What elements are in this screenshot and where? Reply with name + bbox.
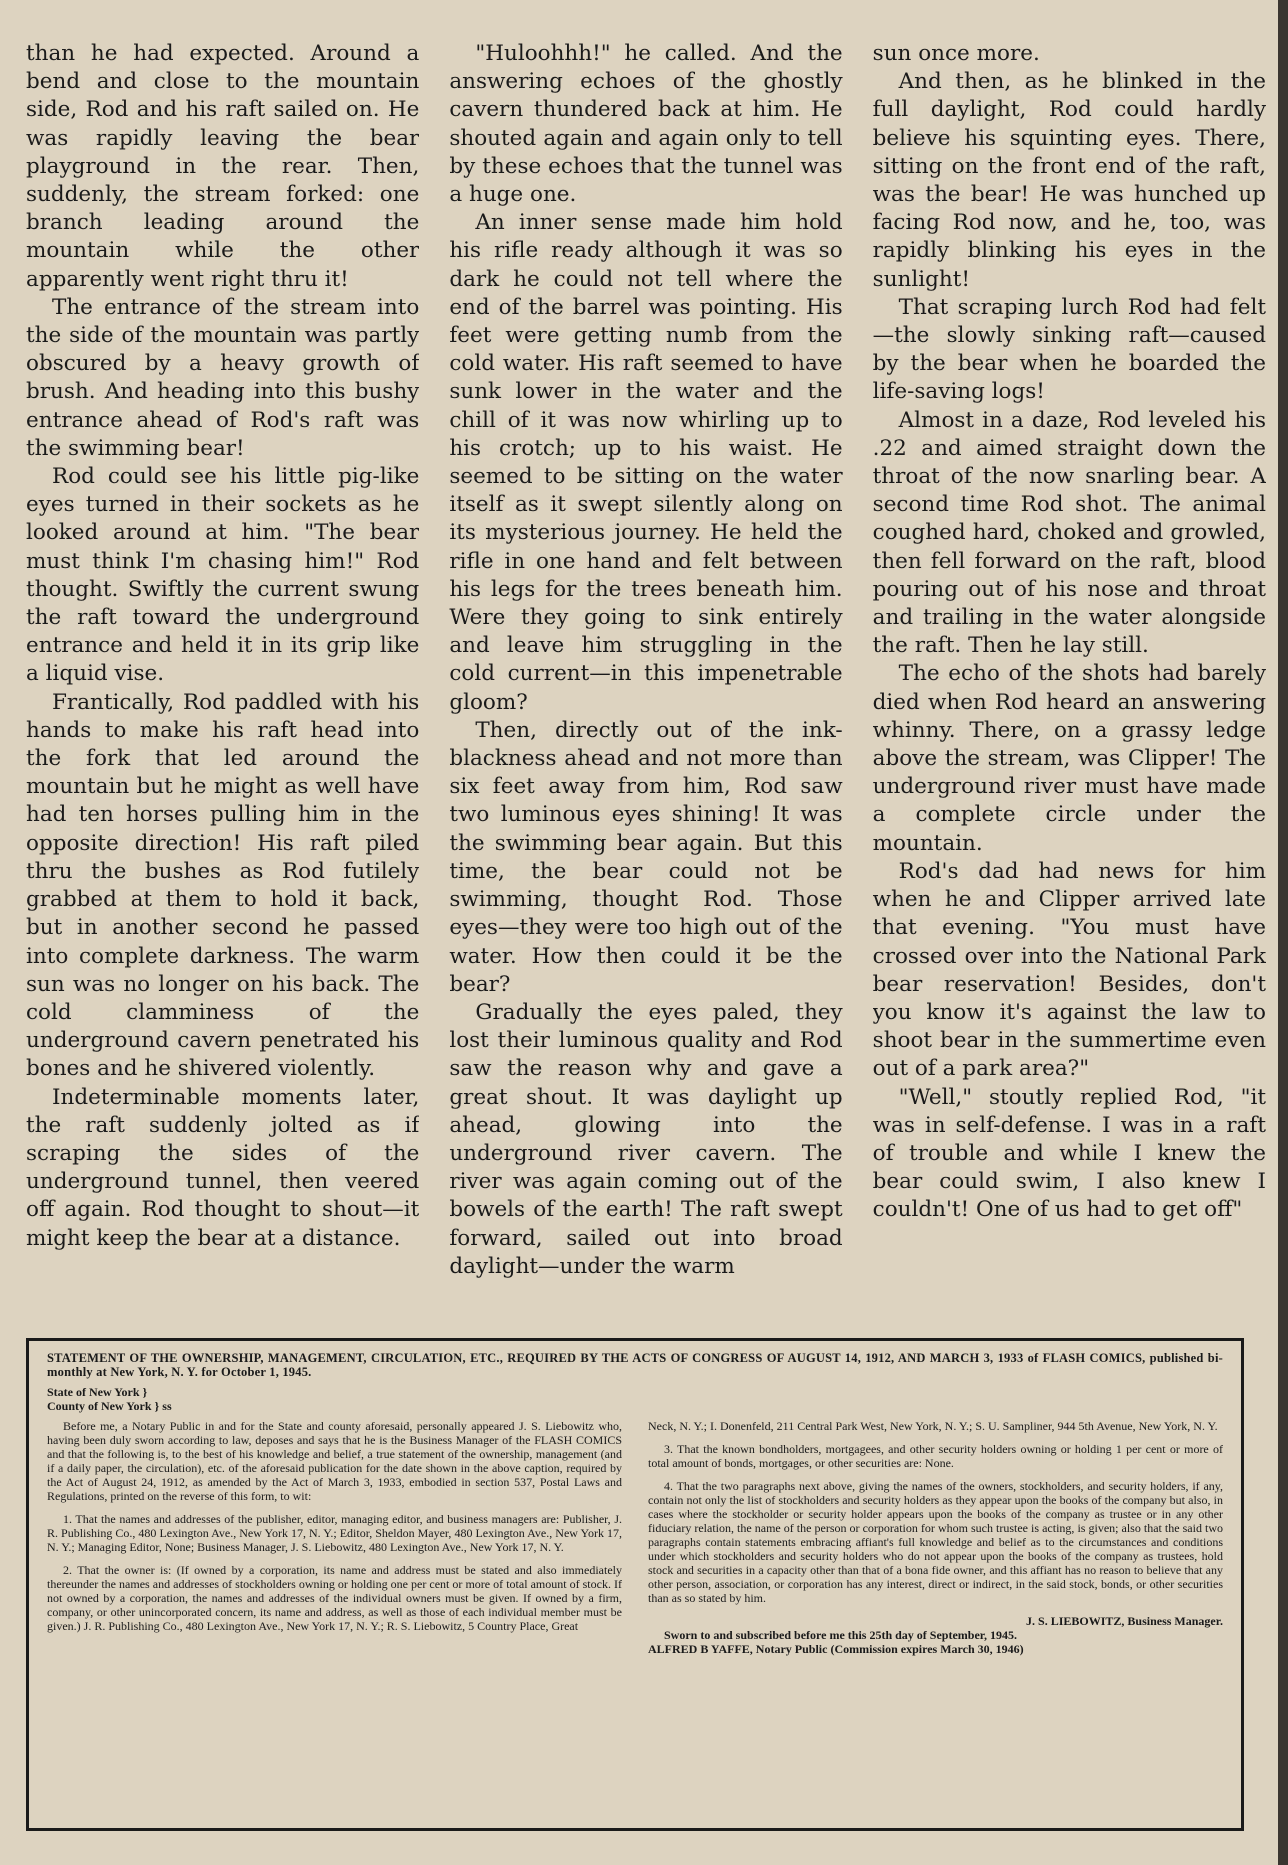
- statement-signature: J. S. LIEBOWITZ, Business Manager.: [1026, 1614, 1223, 1628]
- statement-notary: ALFRED B YAFFE, Notary Public (Commission expires March 30, 1946): [648, 1642, 1024, 1656]
- story-paragraph: Rod could see his little pig-like eyes turned in their sockets as he looked around at him. "The bear must think I'm chasing him!" Rod thought. Swiftly the current swung the raft toward the underground entrance and held it in its grip like a liquid vise.: [26, 464, 420, 687]
- story-paragraph: An inner sense made him hold his rifle ready although it was so dark he could not tell where the end of the barrel was pointing. His feet were getting numb from the cold water. His raft seemed to have sunk lower in the water and the chill of it was now whirling up to his crotch; up to his waist. He seemed to be sitting on the water itself as it swept silently along on its mysterious journey. He held the rifle in one hand and felt between his legs for the trees beneath him. Were they going to sink entirely and leave him struggling in the cold current—in this impenetrable gloom?: [449, 210, 843, 715]
- venue-county: County of New York } ss: [47, 1399, 172, 1413]
- story-paragraph: "Huloohhh!" he called. And the answering echoes of the ghostly cavern thundered back at him. He shouted again and again only to tell by these echoes that the tunnel was a huge one.: [449, 41, 843, 208]
- ownership-statement: [26, 1338, 1244, 1831]
- statement-paragraph: Before me, a Notary Public in and for the State and county aforesaid, personally appeared J. S. Liebowitz who, having been duly sworn according to law, deposes and says that he is the Business Manager of the FLASH COMICS and that the following is, to the best of his knowledge and belief, a true statement of the ownership, management (and if a daily paper, the circulation), etc. of the aforesaid publication for the date shown in the above caption, required by the Act of August 24, 1912, as amended by the Act of March 3, 1933, embodied in section 537, Postal Laws and Regulations, printed on the reverse of this form, to wit:: [47, 1419, 622, 1503]
- statement-right-column: [648, 1419, 1223, 1656]
- page-edge: [1278, 0, 1288, 1865]
- statement-paragraph: 4. That the two paragraphs next above, giving the names of the owners, stockholders, and security holders, if any, contain not only the list of stockholders and security holders as they appear upon the books of the company but also, in cases where the stockholder or security holder appears upon the books of the company as trustee or in any other fiduciary relation, the name of the person or corporation for whom such trustee is acting, is given; also that the said two paragraphs contain statements embracing affiant's full knowledge and belief as to the circumstances and conditions under which stockholders and security holders who do not appear upon the books of the company as trustees, hold stock and securities in a capacity other than that of a bona fide owner, and this affiant has no reason to believe that any other person, association, or corporation has any interest, direct or indirect, in the said stock, bonds, or other securities than as so stated by him.: [648, 1479, 1223, 1605]
- story-paragraph: than he had expected. Around a bend and close to the mountain side, Rod and his raft sailed on. He was rapidly leaving the bear playground in the rear. Then, suddenly, the stream forked: one branch leading around the mountain while the other apparently went right thru it!: [26, 41, 420, 292]
- statement-left-column: [47, 1419, 622, 1656]
- venue-state: State of New York }: [47, 1385, 148, 1399]
- story-paragraph: That scraping lurch Rod had felt—the slowly sinking raft—caused by the bear when he boarded the life-saving logs!: [872, 294, 1266, 405]
- story-paragraph: The echo of the shots had barely died when Rod heard an answering whinny. There, on a grassy ledge above the stream, was Clipper! The underground river must have made a complete circle under the mountain.: [872, 661, 1266, 856]
- statement-right-paragraphs: [648, 1419, 1223, 1605]
- statement-paragraph: 3. That the known bondholders, mortgagees, and other security holders owning or holding 1 per cent or more of total amount of bonds, mortgages, or other securities are: None.: [648, 1442, 1223, 1470]
- statement-sworn: Sworn to and subscribed before me this 25th day of September, 1945.: [664, 1628, 1018, 1642]
- story-paragraph: Rod's dad had news for him when he and Clipper arrived late that evening. "You must have crossed over into the National Park bear reservation! Besides, don't you know it's against the law to shoot bear in the summertime even out of a park area?": [872, 858, 1266, 1082]
- story-paragraph: Frantically, Rod paddled with his hands to make his raft head into the fork that led around the mountain but he might as well have had ten horses pulling him in the opposite direction! His raft piled thru the bushes as Rod futilely grabbed at them to hold it back, but in another second he passed into complete darkness. The warm sun was no longer on his back. The cold clamminess of the underground cavern penetrated his bones and he shivered violently.: [26, 689, 420, 1082]
- statement-header: STATEMENT OF THE OWNERSHIP, MANAGEMENT, CIRCULATION, ETC., REQUIRED BY THE ACTS OF CONGRESS OF AUGUST 14, 1912, AND MARCH 3, 1933 of FLASH COMICS, published bi-monthly at New York, N. Y. for October 1, 1945.: [47, 1351, 1223, 1379]
- story-column-2: [449, 40, 842, 1290]
- story-column-3: [873, 40, 1266, 1290]
- statement-columns: [47, 1419, 1223, 1656]
- statement-paragraph: 1. That the names and addresses of the publisher, editor, managing editor, and business managers are: Publisher, J. R. Publishing Co., 480 Lexington Ave., New York 17, N. Y.; Editor, Sheldon Mayer, 480 Lexington Ave., New York 17, N. Y.; Managing Editor, None; Business Manager, J. S. Liebowitz, 480 Lexington Ave., New York 17, N. Y.: [47, 1512, 622, 1554]
- statement-paragraph: Neck, N. Y.; I. Donenfeld, 211 Central Park West, New York, N. Y.; S. U. Sampliner, 944 5th Avenue, New York, N. Y.: [648, 1419, 1218, 1433]
- story-paragraph: sun once more.: [872, 41, 1040, 66]
- statement-venue: [47, 1385, 1223, 1413]
- story-paragraph: Indeterminable moments later, the raft suddenly jolted as if scraping the sides of the underground tunnel, then veered off again. Rod thought to shout—it might keep the bear at a distance.: [26, 1084, 420, 1251]
- story-paragraph: Gradually the eyes paled, they lost their luminous quality and Rod saw the reason why and gave a great shout. It was daylight up ahead, glowing into the underground river cavern. The river was again coming out of the bowels of the earth! The raft swept forward, sailed out into broad daylight—under the warm: [449, 999, 843, 1279]
- story-paragraph: Almost in a daze, Rod leveled his .22 and aimed straight down the throat of the now snarling bear. A second time Rod shot. The animal coughed hard, choked and growled, then fell forward on the raft, blood pouring out of his nose and throat and trailing in the water alongside the raft. Then he lay still.: [872, 407, 1266, 659]
- story-paragraph: "Well," stoutly replied Rod, "it was in self-defense. I was in a raft of trouble and while I knew the bear could swim, I also knew I couldn't! One of us had to get off": [872, 1084, 1266, 1223]
- story-paragraph: Then, directly out of the ink-blackness ahead and not more than six feet away from him, Rod saw two luminous eyes shining! It was the swimming bear again. But this time, the bear could not be swimming, thought Rod. Those eyes—they were too high out of the water. How then could it be the bear?: [449, 717, 843, 997]
- story-paragraph: The entrance of the stream into the side of the mountain was partly obscured by a heavy growth of brush. And heading into this bushy entrance ahead of Rod's raft was the swimming bear!: [26, 294, 420, 461]
- story-paragraph: And then, as he blinked in the full daylight, Rod could hardly believe his squinting eyes. There, sitting on the front end of the raft, was the bear! He was hunched up facing Rod now, and he, too, was rapidly blinking his eyes in the sunlight!: [872, 69, 1266, 292]
- story-text: [26, 40, 1266, 1290]
- statement-paragraph: 2. That the owner is: (If owned by a corporation, its name and address must be stated and also immediately thereunder the names and addresses of stockholders owning or holding one per cent or more of total amount of stock. If not owned by a corporation, the names and addresses of the individual owners must be given. If owned by a firm, company, or other unincorporated concern, its name and address, as well as those of each individual member must be given.) J. R. Publishing Co., 480 Lexington Ave., New York 17, N. Y.; R. S. Liebowitz, 5 Country Place, Great: [47, 1563, 622, 1633]
- story-column-1: [26, 40, 419, 1290]
